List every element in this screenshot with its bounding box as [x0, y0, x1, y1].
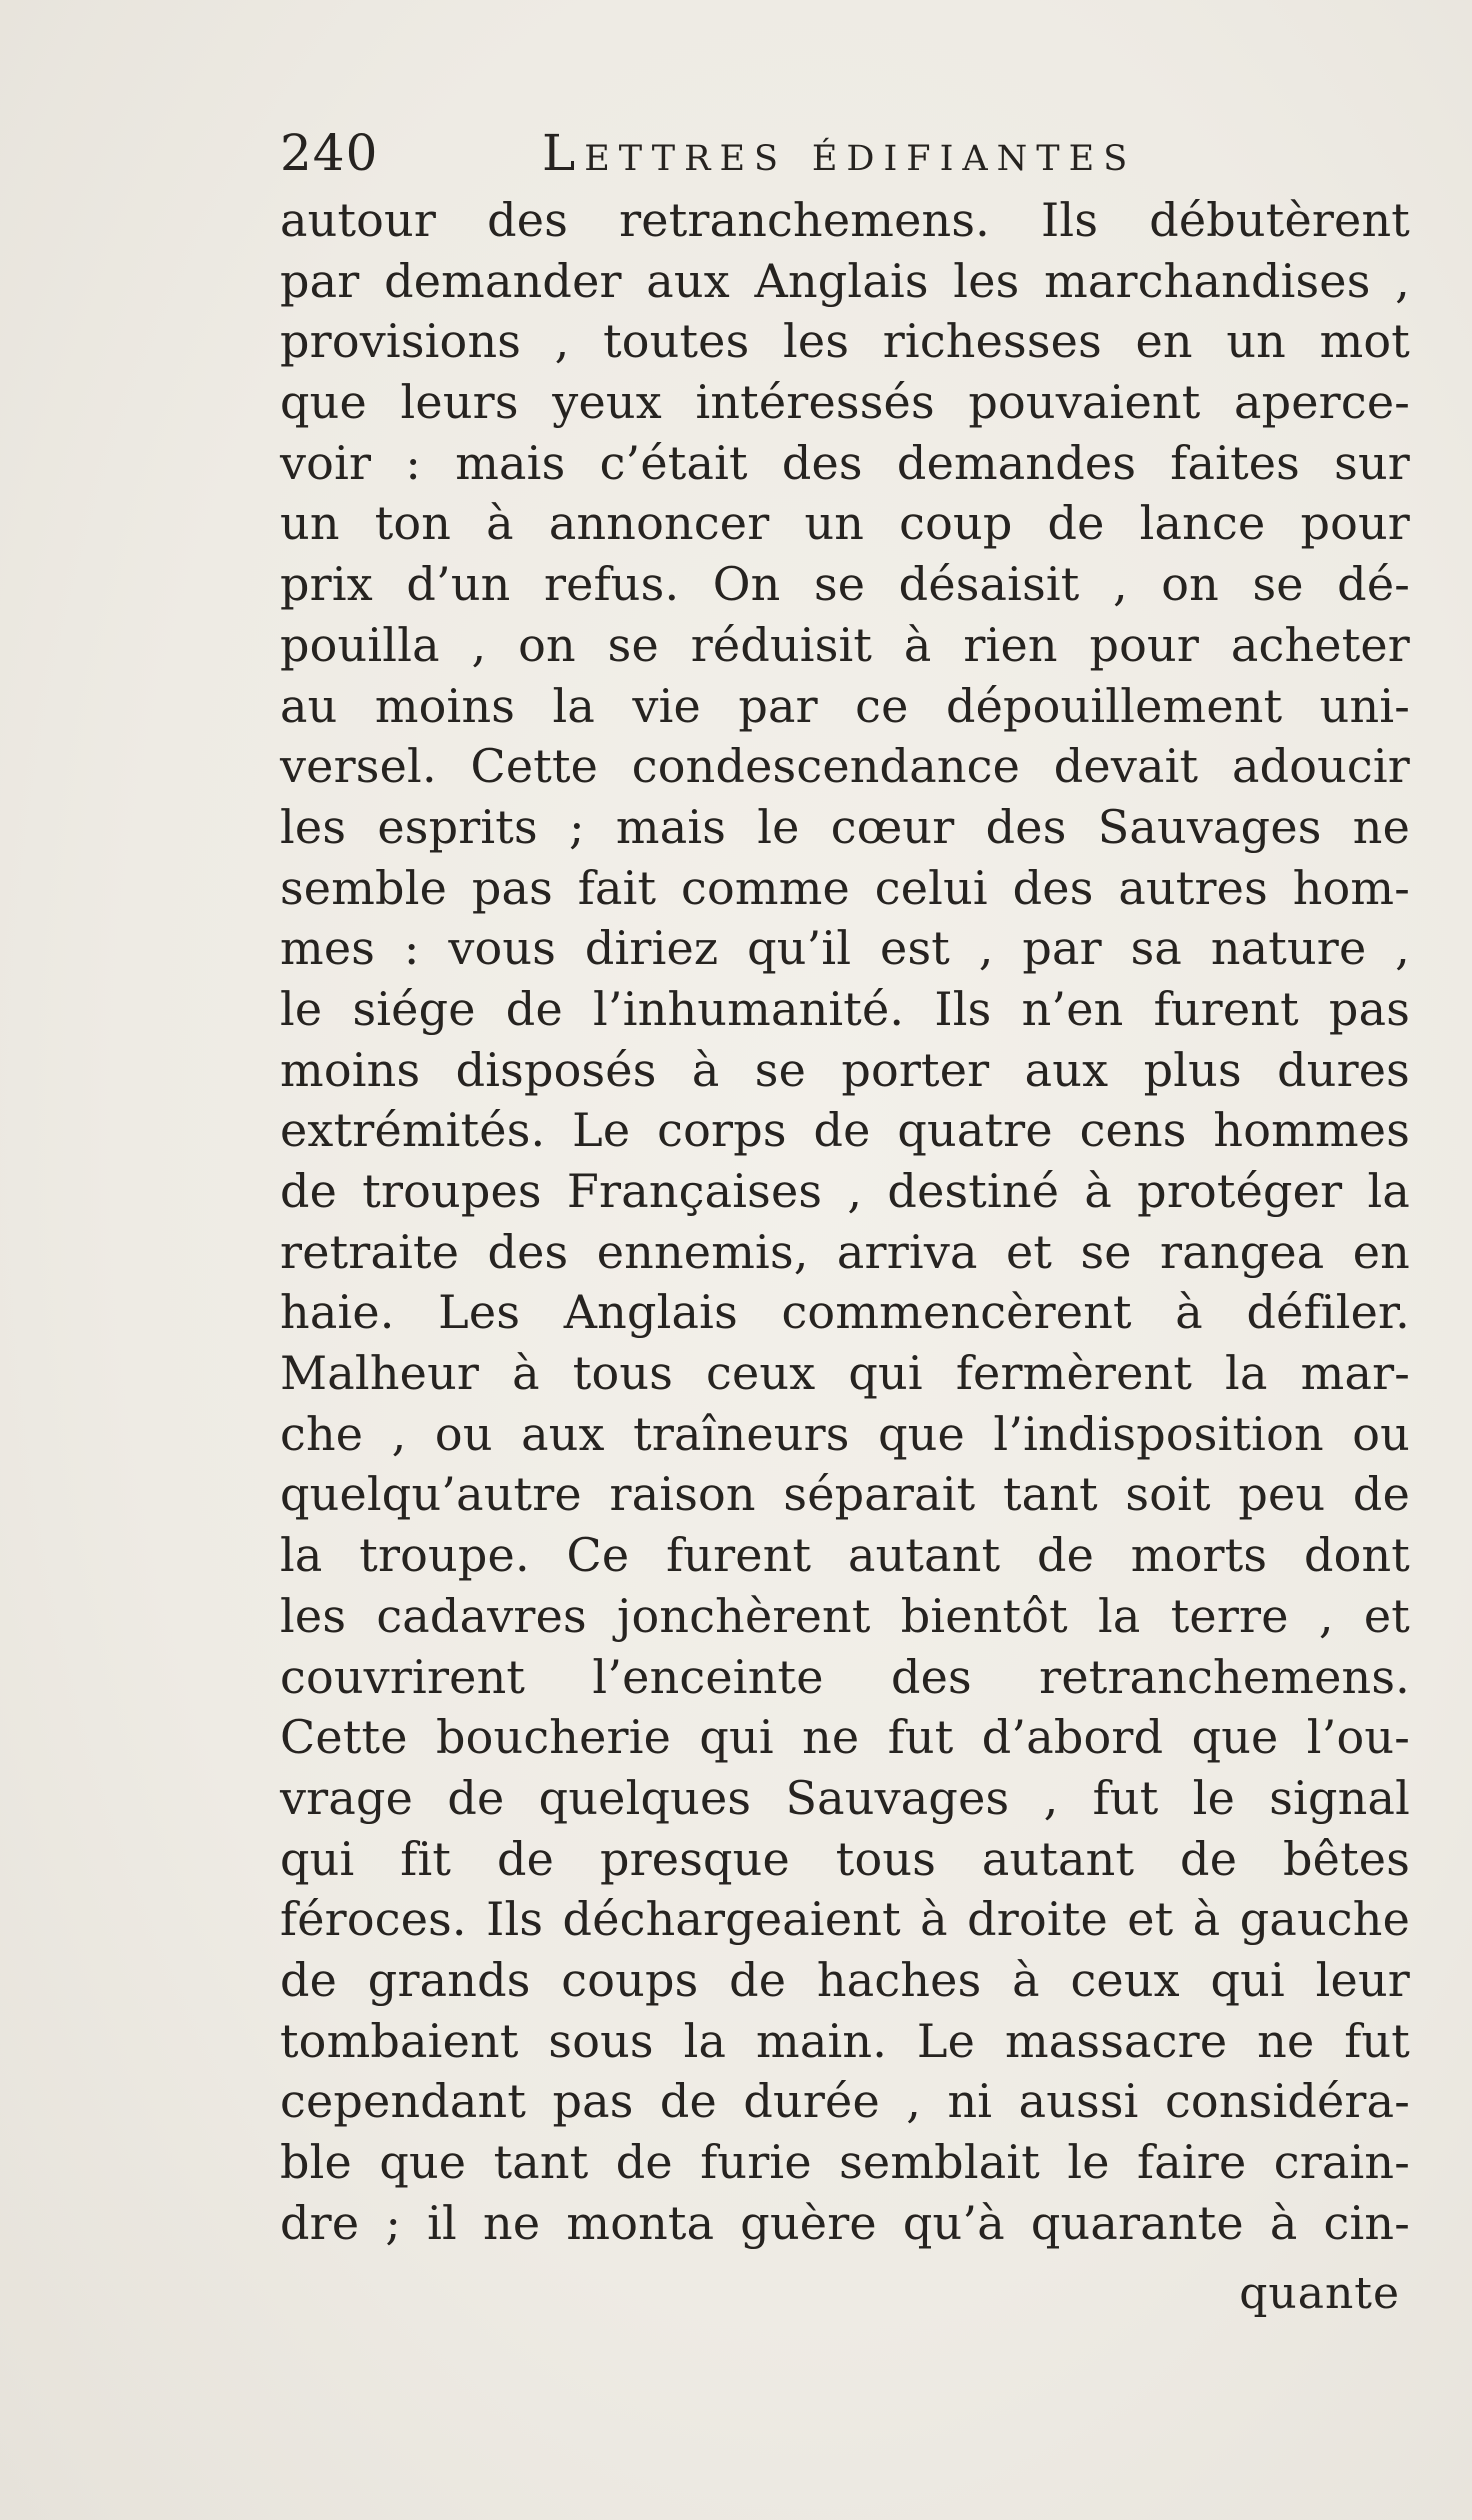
text-line: les esprits ; mais le cœur des Sauvages ne: [280, 799, 1410, 854]
text-line: un ton à annoncer un coup de lance pour: [280, 496, 1410, 551]
text-line: quelqu’autre raison séparait tant soit peu de: [280, 1467, 1410, 1522]
text-line: que leurs yeux intéressés pouvaient aperce-: [280, 375, 1410, 430]
text-line: dre ; il ne monta guère qu’à quarante à cin-: [280, 2195, 1410, 2250]
text-line: féroces. Ils déchargeaient à droite et à gauche: [280, 1892, 1410, 1947]
running-head: Lettres édifiantes: [542, 124, 1137, 182]
text-line: tombaient sous la main. Le massacre ne fut: [280, 2013, 1410, 2068]
text-line: pouilla , on se réduisit à rien pour acheter: [280, 617, 1410, 672]
text-line: Malheur à tous ceux qui fermèrent la mar-: [280, 1346, 1410, 1401]
text-line: mes : vous diriez qu’il est , par sa nature ,: [280, 921, 1410, 976]
text-line: de grands coups de haches à ceux qui leur: [280, 1952, 1410, 2007]
text-line: voir : mais c’était des demandes faites sur: [280, 435, 1410, 490]
text-line: haie. Les Anglais commencèrent à défiler.: [280, 1285, 1410, 1340]
text-line: Cette boucherie qui ne fut d’abord que l’ou-: [280, 1710, 1410, 1765]
text-line: les cadavres jonchèrent bientôt la terre , et: [280, 1588, 1410, 1643]
text-line: cependant pas de durée , ni aussi considéra-: [280, 2074, 1410, 2129]
text-line: extrémités. Le corps de quatre cens hommes: [280, 1103, 1410, 1158]
text-line: versel. Cette condescendance devait adoucir: [280, 739, 1410, 794]
text-line: vrage de quelques Sauvages , fut le signal: [280, 1770, 1410, 1825]
text-line: le siége de l’inhumanité. Ils n’en furent pas: [280, 981, 1410, 1036]
text-line: autour des retranchemens. Ils débutèrent: [280, 193, 1410, 247]
page-number: 240: [280, 124, 379, 182]
catchword: quante: [1239, 2268, 1400, 2319]
text-line: prix d’un refus. On se désaisit , on se dé-: [280, 557, 1410, 612]
text-line: couvrirent l’enceinte des retranchemens.: [280, 1649, 1410, 1704]
text-line: moins disposés à se porter aux plus dures: [280, 1042, 1410, 1097]
text-line: qui fit de presque tous autant de bêtes: [280, 1831, 1410, 1886]
body-text: [280, 190, 1410, 2253]
text-line: de troupes Françaises , destiné à protéger la: [280, 1164, 1410, 1218]
text-line: au moins la vie par ce dépouillement uni-: [280, 678, 1410, 733]
page-header: [280, 118, 1410, 188]
text-line: che , ou aux traîneurs que l’indisposition ou: [280, 1406, 1410, 1461]
text-line: retraite des ennemis, arriva et se rangea en: [280, 1224, 1410, 1279]
text-line: provisions , toutes les richesses en un mot: [280, 314, 1410, 369]
text-line: par demander aux Anglais les marchandises ,: [280, 253, 1410, 308]
text-line: ble que tant de furie semblait le faire crain-: [280, 2135, 1410, 2189]
text-line: semble pas fait comme celui des autres hom-: [280, 860, 1410, 915]
text-line: la troupe. Ce furent autant de morts dont: [280, 1528, 1410, 1583]
